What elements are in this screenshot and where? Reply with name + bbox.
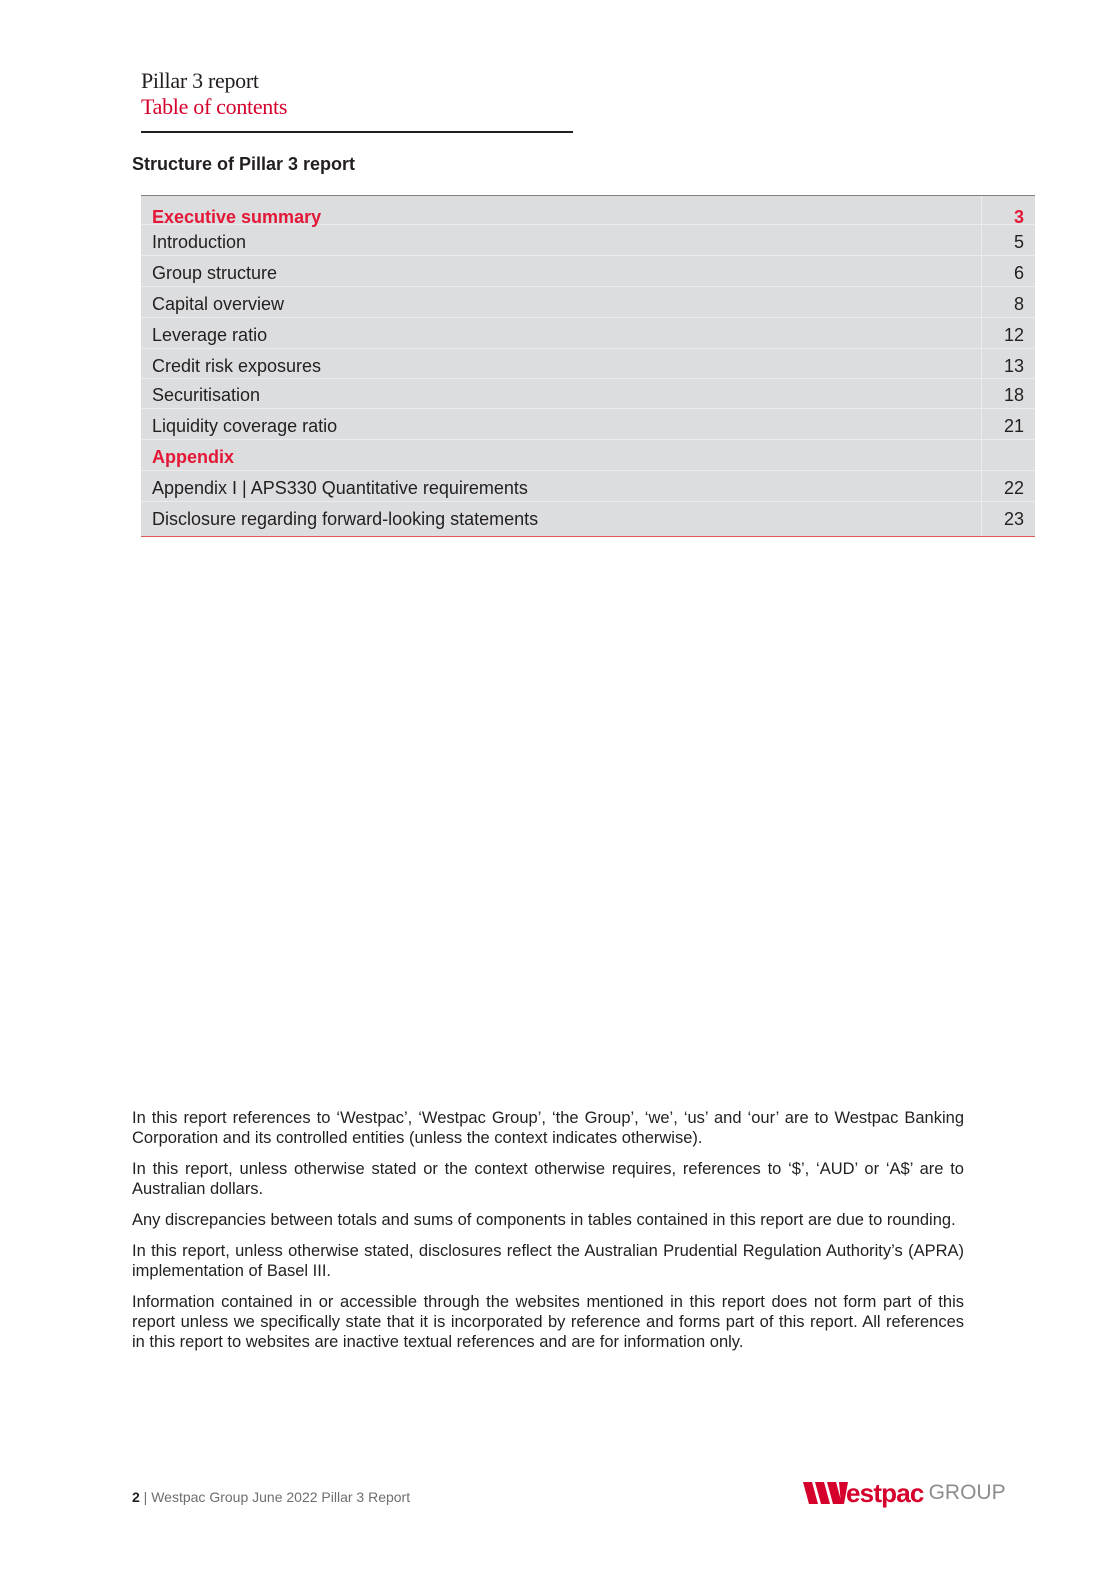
toc-row-divider [141, 470, 1035, 471]
page-footer [132, 1489, 410, 1505]
toc-entry[interactable] [141, 293, 1035, 315]
report-notes [132, 1108, 964, 1363]
toc-entry-page: 6 [1013, 263, 1024, 283]
toc-row-divider [141, 286, 1035, 287]
westpac-w-icon [803, 1480, 849, 1506]
table-of-contents [141, 195, 1035, 537]
toc-row-divider [141, 439, 1035, 440]
toc-entry-page: 21 [1003, 416, 1024, 436]
logo-group-text: GROUP [928, 1481, 1006, 1504]
toc-entry[interactable] [141, 384, 1035, 406]
toc-entry-page: 22 [1003, 478, 1024, 498]
toc-entry-label: Capital overview [152, 294, 285, 314]
toc-entry-label: Liquidity coverage ratio [152, 416, 338, 436]
toc-entry-label: Disclosure regarding forward-looking statements [152, 509, 539, 529]
toc-row-divider [141, 255, 1035, 256]
toc-section-heading[interactable] [141, 446, 1035, 468]
toc-entry-page: 3 [1013, 207, 1024, 227]
toc-entry-page: 12 [1003, 325, 1024, 345]
note-paragraph: In this report references to ‘Westpac’, ‘Westpac Group’, ‘the Group’, ‘we’, ‘us’ and ‘our’ are to Westpac Banking Corporation and its controlled entities (unless the context indicates otherwise). [132, 1109, 964, 1147]
note-paragraph: Any discrepancies between totals and sums of components in tables contained in this report are due to rounding. [132, 1211, 956, 1229]
toc-entry-label: Appendix [152, 447, 235, 467]
toc-entry[interactable] [141, 477, 1035, 499]
note-paragraph: In this report, unless otherwise stated or the context otherwise requires, references to ‘$’, ‘AUD’ or ‘A$’ are to Australian dollars. [132, 1160, 964, 1198]
toc-entry-page: 18 [1003, 385, 1024, 405]
toc-entry-page: 5 [1013, 232, 1024, 252]
footer-text: Westpac Group June 2022 Pillar 3 Report [151, 1489, 411, 1505]
report-title: Pillar 3 report [141, 68, 259, 93]
note-paragraph: Information contained in or accessible through the websites mentioned in this report does not form part of this report unless we specifically state that it is incorporated by reference and forms part of this report. All references in this report to websites are inactive textual references and are for information only. [132, 1293, 964, 1351]
westpac-logo [803, 1478, 1006, 1508]
toc-row-divider [141, 501, 1035, 502]
section-heading: Structure of Pillar 3 report [132, 154, 356, 174]
toc-entry[interactable] [141, 508, 1035, 530]
toc-entry-label: Executive summary [152, 207, 322, 227]
toc-entry-page: 8 [1013, 294, 1024, 314]
footer-page-number: 2 [132, 1489, 140, 1505]
toc-entry[interactable] [141, 231, 1035, 253]
toc-entry[interactable] [141, 324, 1035, 346]
toc-entry-page: 23 [1003, 509, 1024, 529]
footer-separator: | [139, 1489, 152, 1505]
toc-row-divider [141, 348, 1035, 349]
toc-entry-label: Group structure [152, 263, 278, 283]
toc-entry-label: Securitisation [152, 385, 261, 405]
toc-entry[interactable] [141, 262, 1035, 284]
header-divider [141, 131, 573, 133]
toc-section-heading[interactable] [141, 206, 1035, 228]
logo-wordmark: estpac [846, 1478, 924, 1508]
toc-entry[interactable] [141, 415, 1035, 437]
page-header [141, 68, 573, 120]
page-title: Table of contents [141, 94, 288, 119]
toc-entry-label: Leverage ratio [152, 325, 268, 345]
toc-entry-label: Appendix I | APS330 Quantitative requirements [152, 478, 528, 498]
toc-entry-label: Credit risk exposures [152, 356, 322, 376]
toc-row-divider [141, 408, 1035, 409]
note-paragraph: In this report, unless otherwise stated, disclosures reflect the Australian Prudential Regulation Authority’s (APRA) implementation of Basel III. [132, 1242, 964, 1280]
toc-entry-label: Introduction [152, 232, 247, 252]
toc-row-divider [141, 378, 1035, 379]
toc-entry[interactable] [141, 355, 1035, 377]
toc-row-divider [141, 317, 1035, 318]
toc-entry-page: 13 [1003, 356, 1024, 376]
